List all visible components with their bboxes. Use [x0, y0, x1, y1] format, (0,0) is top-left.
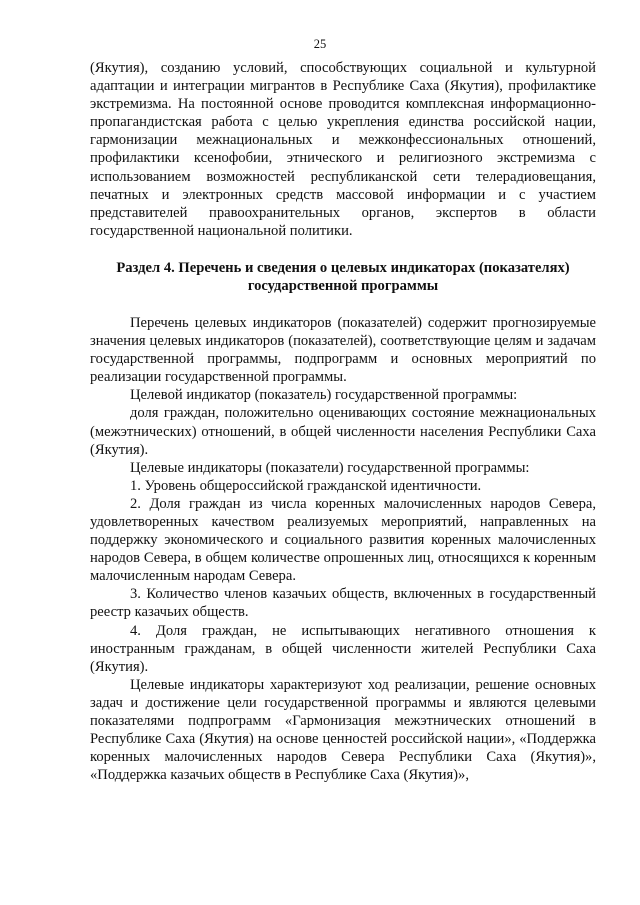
paragraph-indicators-summary: Целевые индикаторы характеризуют ход реализации, решение основных задач и достижение цели государственной программы и являются целевыми показателями подпрограмм «Гармонизация межэтнических отношений в Республике Саха (Якутия) на основе ценностей российской нации», «Поддержка коренных малочисленных народов Севера Республики Саха (Якутия)», «Поддержка казачьих обществ в Республике Саха (Якутия)»,	[90, 676, 596, 784]
indicator-item-1: 1. Уровень общероссийской гражданской идентичности.	[130, 477, 482, 494]
section-heading-line-1: Раздел 4. Перечень и сведения о целевых индикаторах (показателях)	[116, 259, 570, 276]
intro-paragraph: (Якутия), созданию условий, способствующих социальной и культурной адаптации и интеграции мигрантов в Республике Саха (Якутия), профилактике экстремизма. На постоянной основе проводится комплексная информационно-пропагандистская работа с целью укрепления единства российской нации, гармонизации межнациональных и межконфессиональных отношений, профилактики ксенофобии, этнического и религиозного экстремизма с использованием возможностей республиканской сети телерадиовещания, печатных и электронных средств массовой информации и с участием представителей правоохранительных органов, экспертов в области государственной национальной политики.	[90, 60, 596, 239]
page-content	[90, 59, 596, 784]
indicator-item-3: 3. Количество членов казачьих обществ, включенных в государственный реестр казачьих обществ.	[90, 586, 596, 621]
paragraph-target-indicators-title: Целевые индикаторы (показатели) государственной программы:	[130, 459, 530, 476]
indicator-item-4: 4. Доля граждан, не испытывающих негативного отношения к иностранным гражданам, в общей численности жителей Республики Саха (Якутия).	[90, 622, 596, 675]
page-number: 25	[313, 37, 327, 51]
indicator-item-2: 2. Доля граждан из числа коренных малочисленных народов Севера, удовлетворенных качеством реализуемых мероприятий, направленных на поддержку экономического и социального развития коренных малочисленных народов Севера, в общем количестве опрошенных лиц, относящихся к коренным малочисленным народам Севера.	[90, 495, 596, 585]
paragraph-target-indicator-title: Целевой индикатор (показатель) государственной программы:	[130, 387, 518, 404]
paragraph-citizen-share: доля граждан, положительно оценивающих состояние межнациональных (межэтнических) отношений, в общей численности населения Республики Саха (Якутия).	[90, 405, 596, 458]
paragraph-indicator-list: Перечень целевых индикаторов (показателей) содержит прогнозируемые значения целевых индикаторов (показателей), соответствующие целям и задачам государственной программы, подпрограмм и основных мероприятий по реализации государственной программы.	[90, 314, 596, 386]
section-heading-line-2: государственной программы	[247, 277, 439, 294]
section-heading	[90, 259, 596, 295]
